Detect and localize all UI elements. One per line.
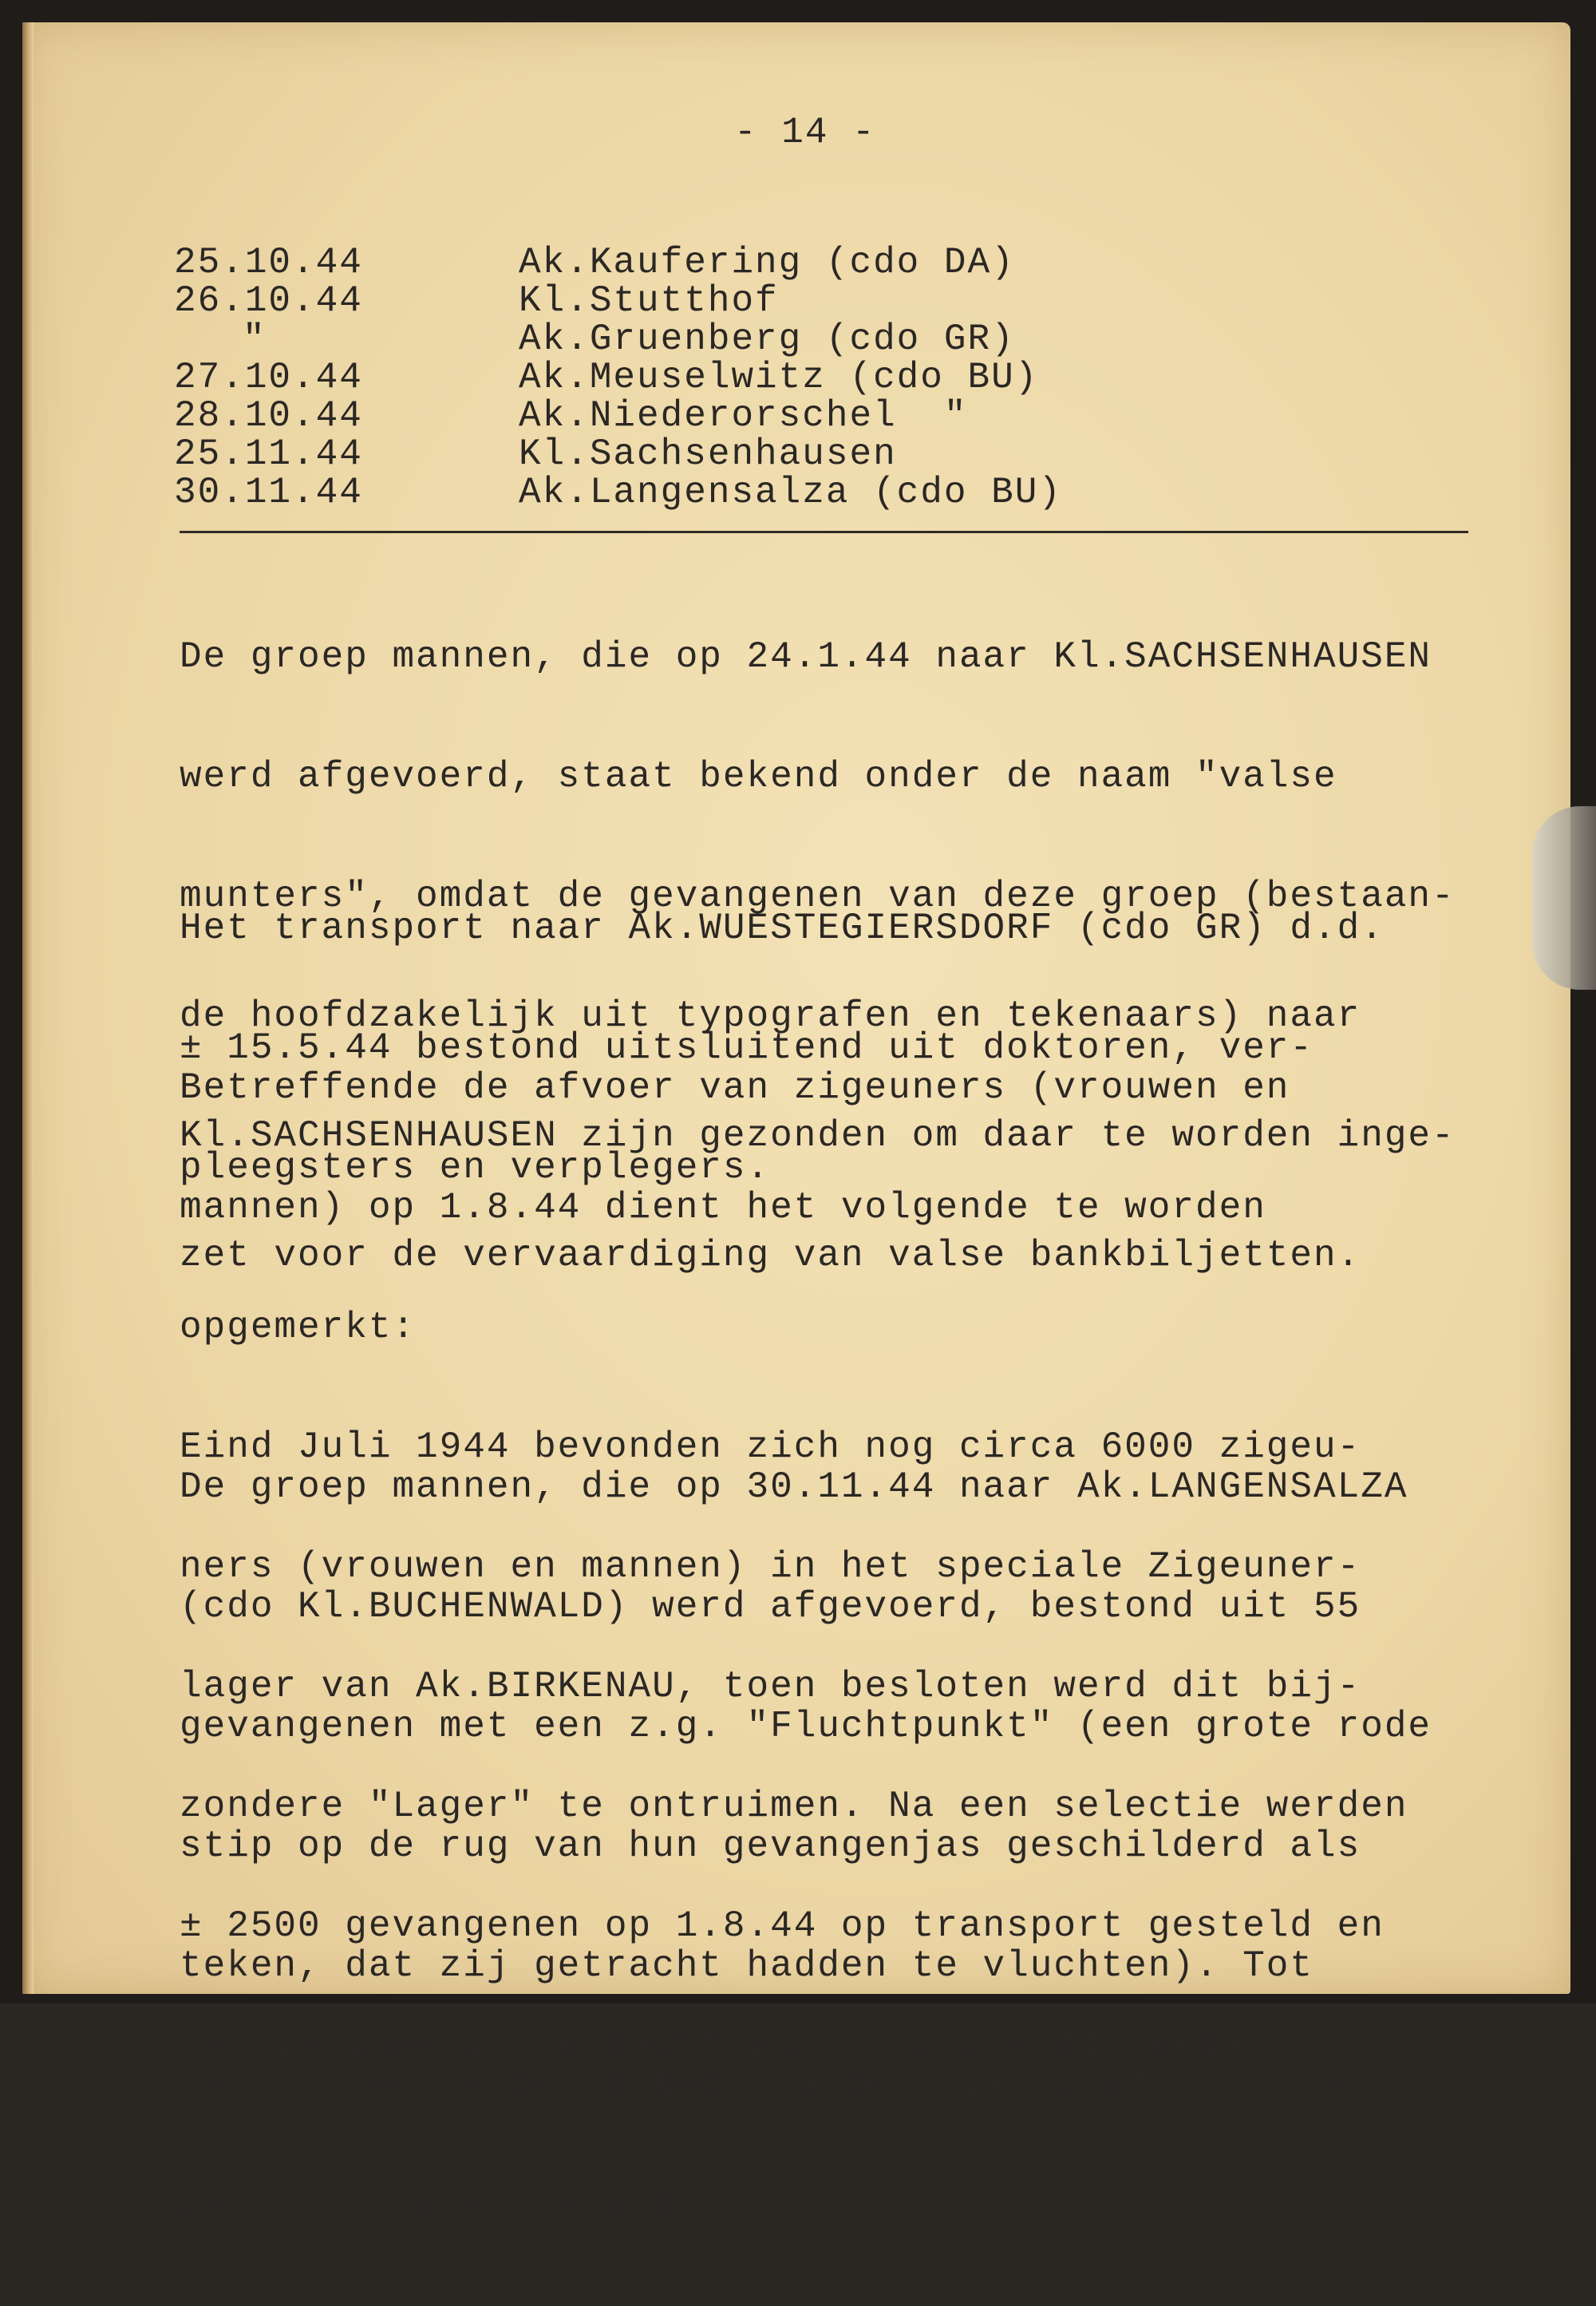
text-line: Eind Juli 1944 bevonden zich nog circa 6000 zigeu- xyxy=(180,1426,1361,1468)
paragraph-langensalza xyxy=(180,1387,1536,2305)
transport-list xyxy=(174,243,1132,512)
text-line: De groep mannen, die op 24.1.44 naar Kl.SACHSENHAUSEN xyxy=(180,636,1432,678)
text-line: ± 2500 gevangenen op 1.8.44 op transport gesteld en xyxy=(180,1905,1385,1947)
transport-date-ditto: " xyxy=(243,318,267,360)
transport-camp: Ak.Kaufering (cdo DA) xyxy=(519,242,1015,283)
text-line: Kl.SACHSENHAUSEN zijn gezonden om daar te worden inge- xyxy=(180,1115,1456,1157)
text-line: Het transport naar Ak.WUESTEGIERSDORF (cdo GR) d.d. xyxy=(180,908,1385,949)
transport-date: 25.11.44 xyxy=(174,433,363,475)
text-line: de hoofdzakelijk uit typografen en tekenaars) naar xyxy=(180,995,1361,1037)
text-line: behoord (namen bekend). xyxy=(180,2185,723,2226)
text-line: pleegsters en verplegers. xyxy=(180,1147,771,1189)
text-line: de overigen in de nacht van 2 op 3.8.44 vergast. xyxy=(180,2025,1314,2067)
horizontal-rule xyxy=(180,531,1468,533)
paper-clip xyxy=(1532,806,1596,990)
text-line: lager van Ak.BIRKENAU, toen besloten werd dit bij- xyxy=(180,1666,1361,1707)
transport-row xyxy=(174,397,1132,435)
text-line: zondere "Lager" te ontruimen. Na een selectie werden xyxy=(180,1786,1408,1827)
transport-camp: Ak.Langensalza (cdo BU) xyxy=(519,472,1062,513)
text-line: opgemerkt: xyxy=(180,1307,417,1348)
transport-camp: Ak.Niederorschel " xyxy=(519,395,968,437)
transport-date: 26.10.44 xyxy=(174,280,363,322)
text-line: mannen) op 1.8.44 dient het volgende te worden xyxy=(180,1187,1266,1228)
text-line: (cdo Kl.BUCHENWALD) werd afgevoerd, bestond uit 55 xyxy=(180,1586,1361,1628)
transport-date: 27.10.44 xyxy=(174,357,363,398)
transport-date: 30.11.44 xyxy=(174,472,363,513)
text-line: zet voor de vervaardiging van valse bankbiljetten. xyxy=(180,1235,1361,1276)
transport-date: 25.10.44 xyxy=(174,242,363,283)
text-line: gevangenen met een z.g. "Fluchtpunkt" (een grote rode xyxy=(180,1706,1432,1747)
text-line: ners (vrouwen en mannen) in het speciale Zigeuner- xyxy=(180,1546,1361,1588)
text-line: munters", omdat de gevangenen van deze groep (bestaan- xyxy=(180,876,1456,917)
text-line: werd afgevoerd, staat bekend onder de naam "valse xyxy=(180,756,1337,797)
text-line: stip op de rug van hun gevangenjas geschilderd als xyxy=(180,1825,1361,1867)
page-number: - 14 - xyxy=(734,112,876,153)
transport-row xyxy=(174,282,1132,320)
text-line: Betreffende de afvoer van zigeuners (vrouwen en xyxy=(180,1067,1290,1109)
transport-camp: Kl.Stutthof xyxy=(519,280,779,322)
transport-row xyxy=(174,358,1132,397)
text-line: ± 15.5.44 bestond uitsluitend uit doktoren, ver- xyxy=(180,1027,1314,1069)
page-binding-edge xyxy=(22,22,34,1994)
text-line: De groep mannen, die op 30.11.44 naar Ak.LANGENSALZA xyxy=(180,1466,1408,1508)
text-line: teken, dat zij getracht hadden te vluchten). Tot xyxy=(180,1945,1314,1987)
transport-row xyxy=(174,320,1132,358)
transport-camp: Ak.Meuselwitz (cdo BU) xyxy=(519,357,1039,398)
transport-camp: Ak.Gruenberg (cdo GR) xyxy=(519,318,1015,360)
transport-date: 28.10.44 xyxy=(174,395,363,437)
transport-row xyxy=(174,473,1132,512)
transport-row xyxy=(174,435,1132,473)
text-line: deze groep hebben 5 Nederlanders van Joodse bloede xyxy=(180,2065,1361,2106)
transport-camp: Kl.Sachsenhausen xyxy=(519,433,897,475)
transport-row xyxy=(174,243,1132,282)
